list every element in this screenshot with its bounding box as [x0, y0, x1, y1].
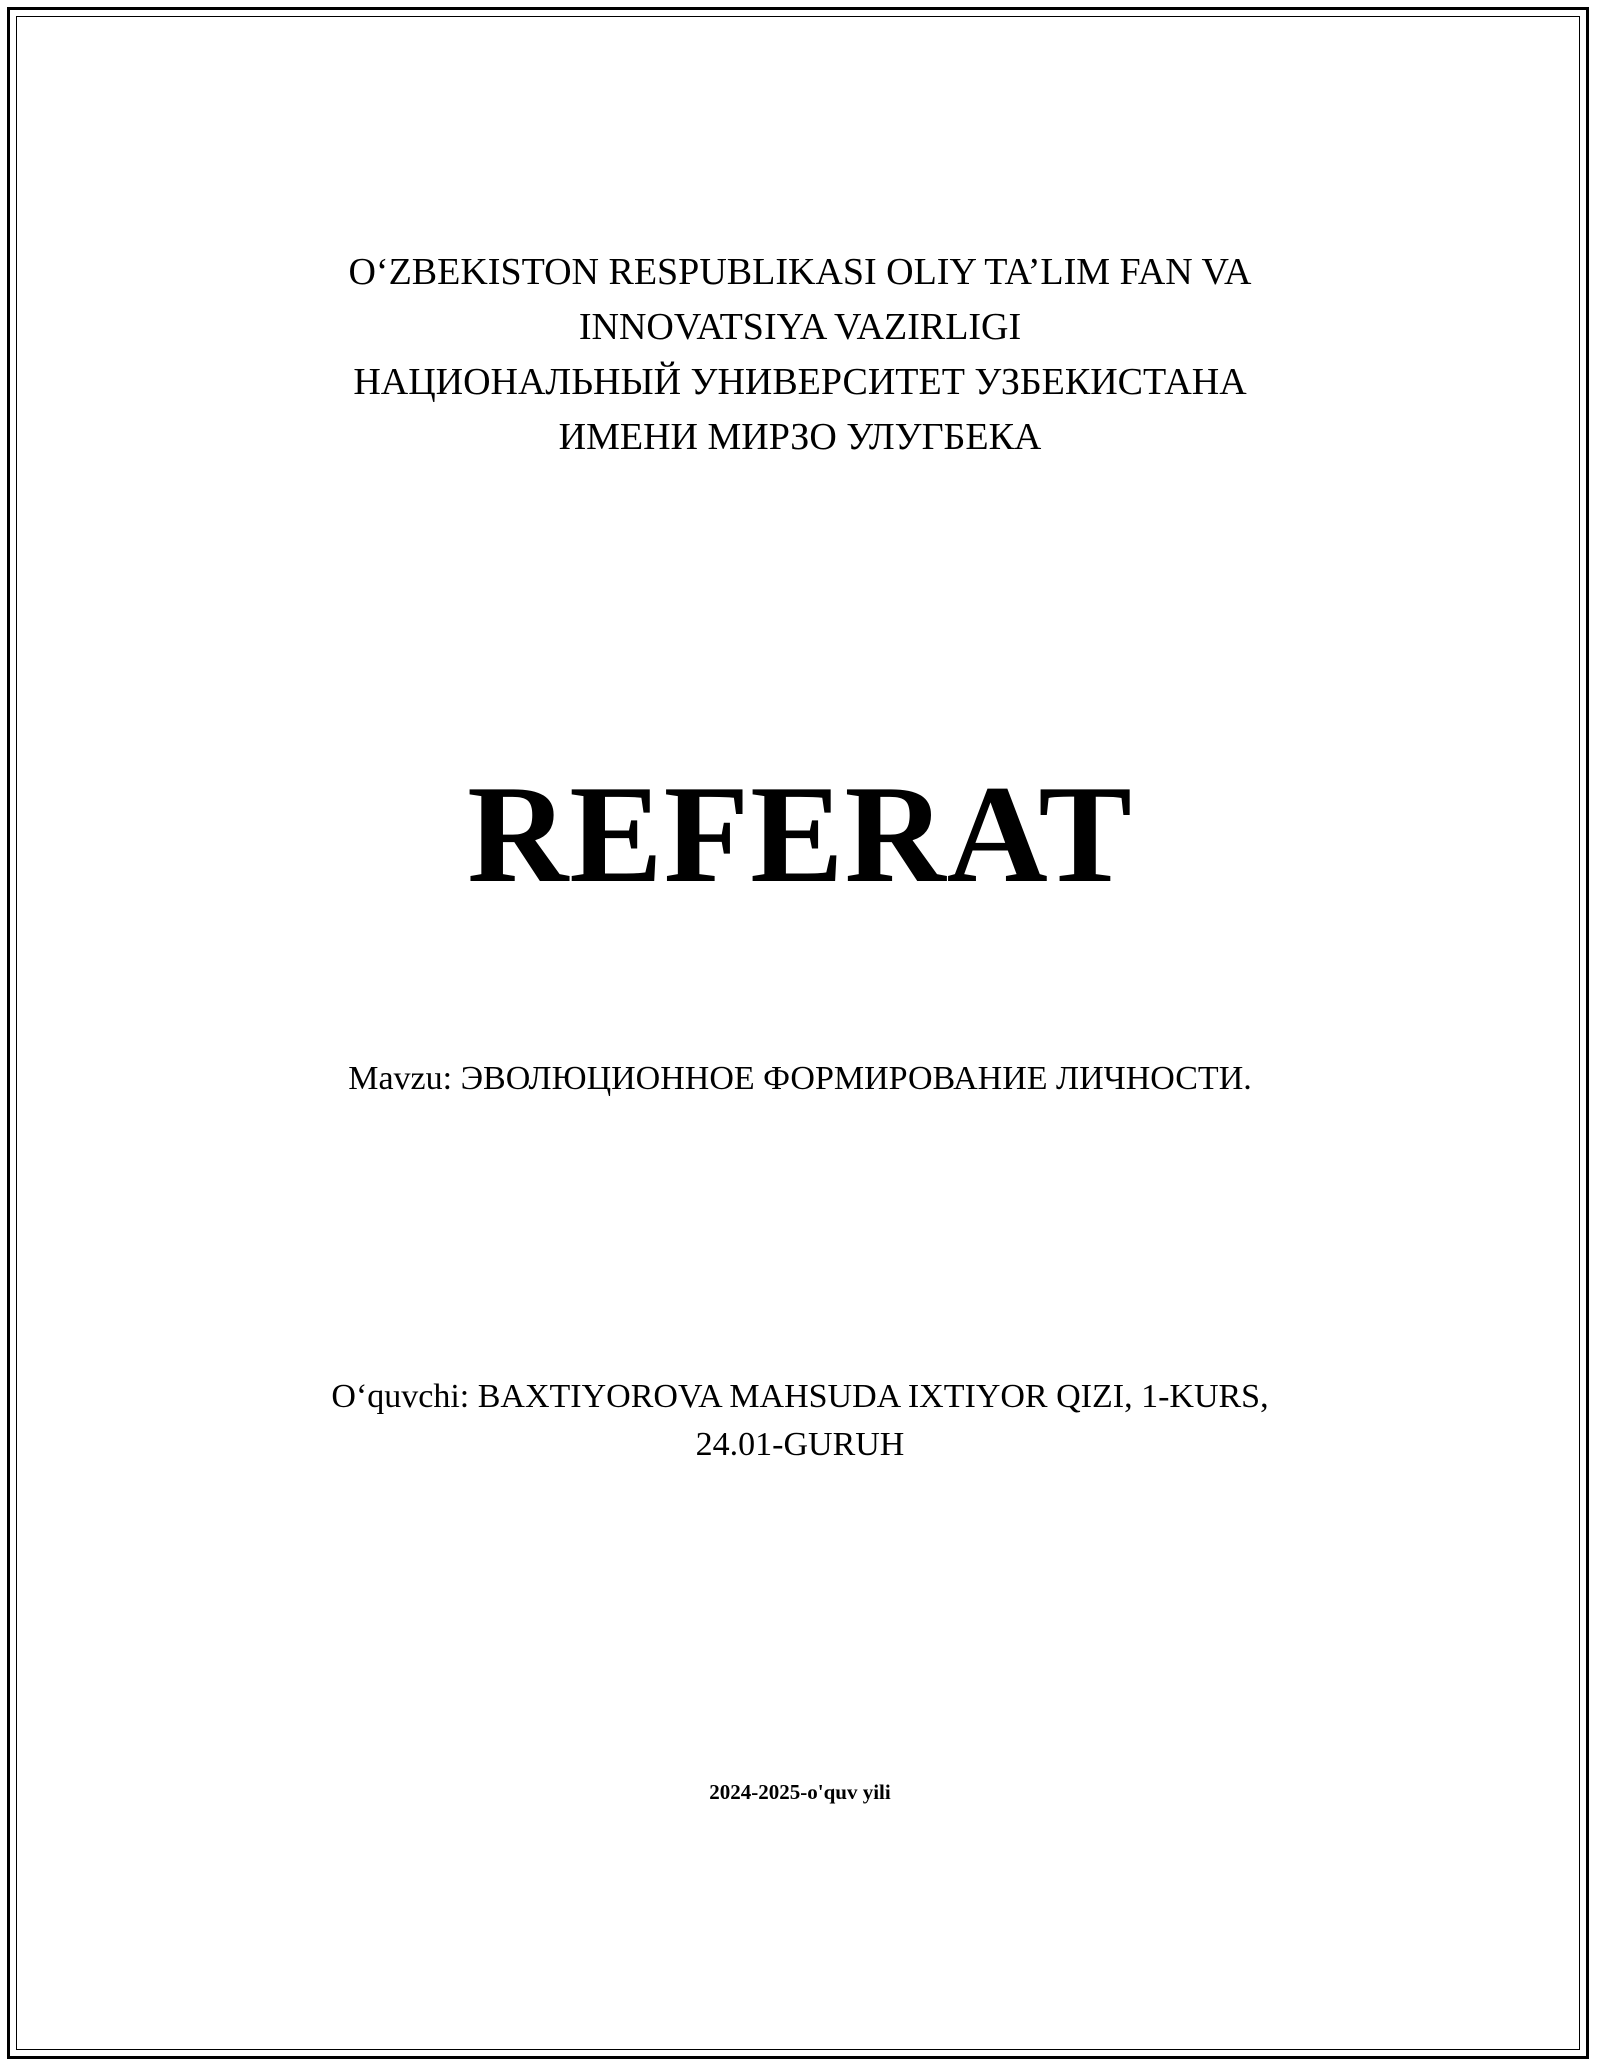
- student-info: [0, 1373, 1600, 1469]
- student-line-2: 24.01-GURUH: [695, 1426, 905, 1463]
- topic-line: Mavzu: ЭВОЛЮЦИОННОЕ ФОРМИРОВАНИЕ ЛИЧНОСТИ.: [348, 1060, 1252, 1097]
- header-line-2: INNOVATSIYA VAZIRLIGI: [578, 306, 1022, 348]
- academic-year: 2024-2025-o'quv yili: [709, 1780, 891, 1804]
- header-line-4: ИМЕНИ МИРЗО УЛУГБЕКА: [558, 416, 1042, 458]
- institution-header: [0, 245, 1600, 465]
- student-line-1: O‘quvchi: BAXTIYOROVA MAHSUDA IXTIYOR QIZI, 1-KURS,: [331, 1378, 1269, 1415]
- header-line-3: НАЦИОНАЛЬНЫЙ УНИВЕРСИТЕТ УЗБЕКИСТАНА: [353, 361, 1247, 403]
- document-title: REFERAT: [467, 757, 1133, 912]
- header-line-1: O‘ZBEKISTON RESPUBLIKASI OLIY TA’LIM FAN VA: [348, 251, 1252, 293]
